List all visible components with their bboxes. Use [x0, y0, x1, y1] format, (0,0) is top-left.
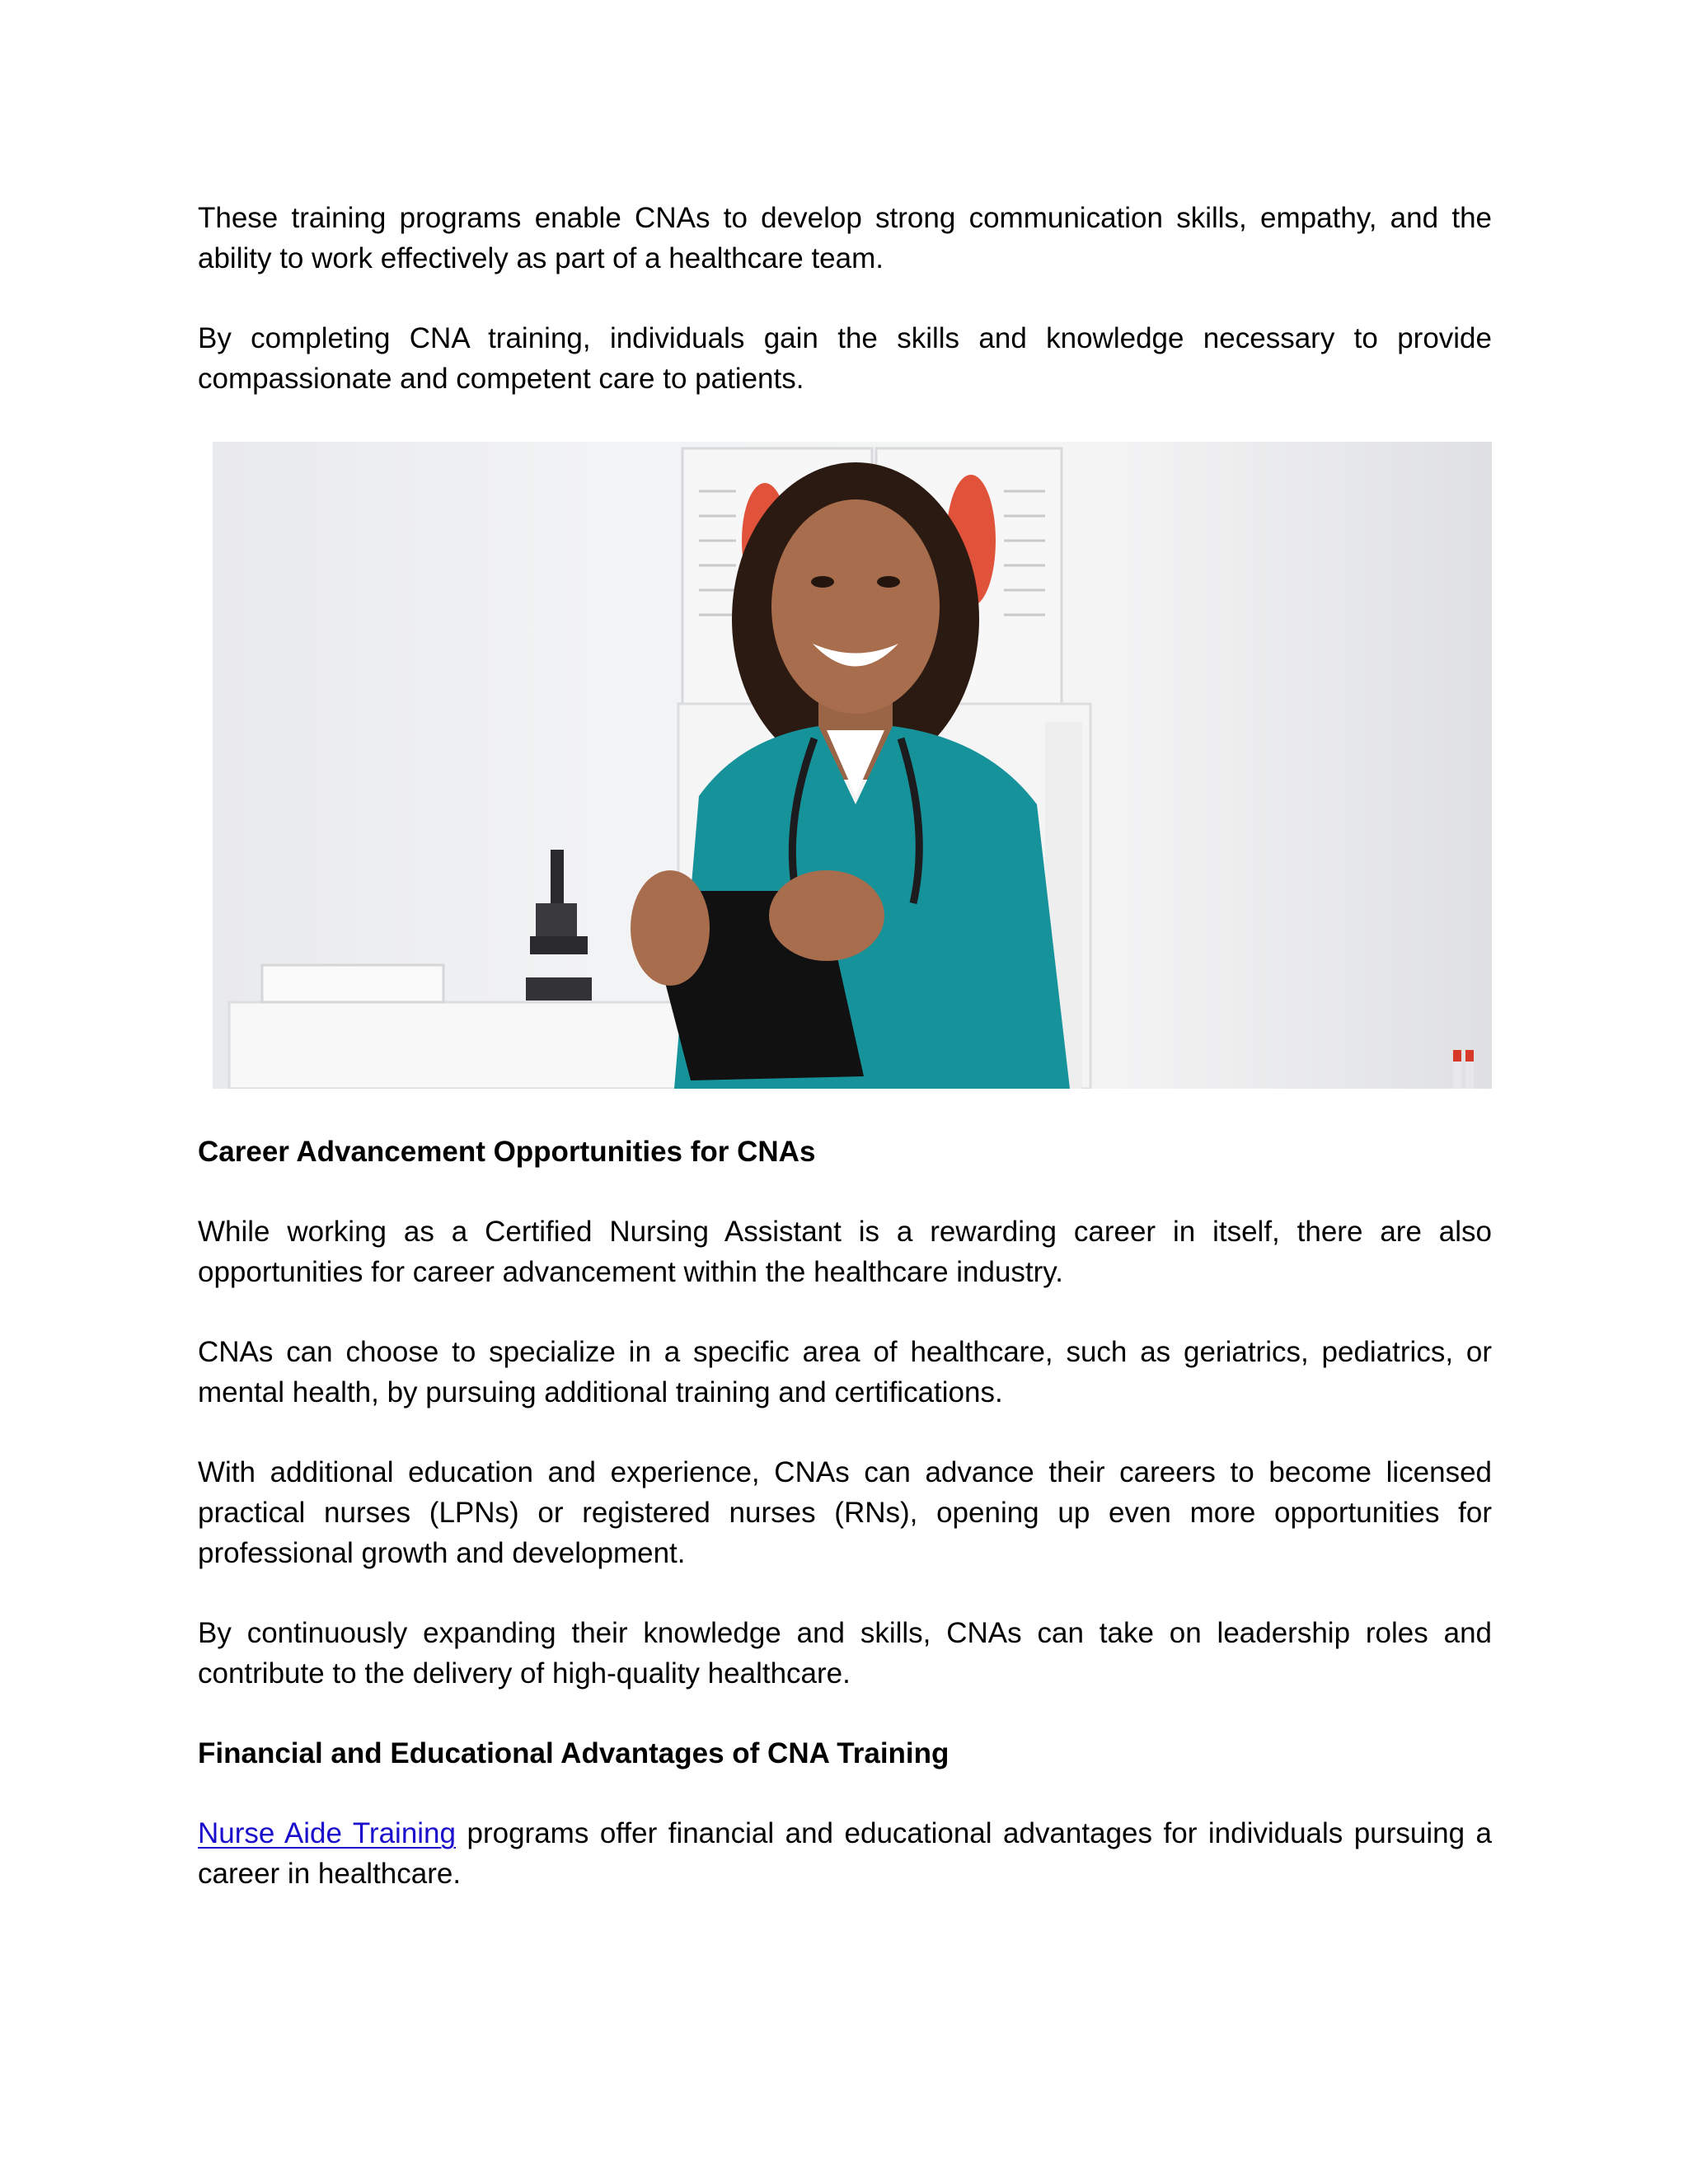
nurse-photo-illustration — [213, 442, 1492, 1089]
paragraph-completing-training: By completing CNA training, individuals gain the skills and knowledge necessary to provide compassionate and competent care to patients. — [198, 322, 1492, 395]
paragraph-training-skills: These training programs enable CNAs to develop strong communication skills, empathy, and the ability to work effectively as part of a healthcare team. — [198, 202, 1492, 274]
document-body — [198, 198, 1492, 1894]
paragraph-nurse-aide-rest: programs offer financial and educational advantages for individuals pursuing a career in healthcare. — [198, 1817, 1493, 1890]
paragraph-continuous-learning: By continuously expanding their knowledge and skills, CNAs can take on leadership roles and contribute to the delivery of high-quality healthcare. — [198, 1617, 1492, 1690]
paragraph-rewarding-career: While working as a Certified Nursing Assistant is a rewarding career in itself, there are also opportunities for career advancement within the healthcare industry. — [198, 1216, 1492, 1288]
paragraph-specialize: CNAs can choose to specialize in a specific area of healthcare, such as geriatrics, pediatrics, or mental health, by pursuing additional training and certifications. — [198, 1336, 1492, 1408]
nurse-photo — [213, 442, 1492, 1089]
nurse-aide-training-link[interactable]: Nurse Aide Training — [198, 1817, 456, 1849]
heading-career-advancement: Career Advancement Opportunities for CNAs — [198, 1136, 816, 1168]
paragraph-advance-careers: With additional education and experience, CNAs can advance their careers to become licensed practical nurses (LPNs) or registered nurses (RNs), opening up even more opportunities for professional growth and development. — [198, 1456, 1492, 1569]
paragraph-nurse-aide-training — [198, 1813, 1492, 1894]
heading-financial-advantages: Financial and Educational Advantages of CNA Training — [198, 1737, 950, 1769]
